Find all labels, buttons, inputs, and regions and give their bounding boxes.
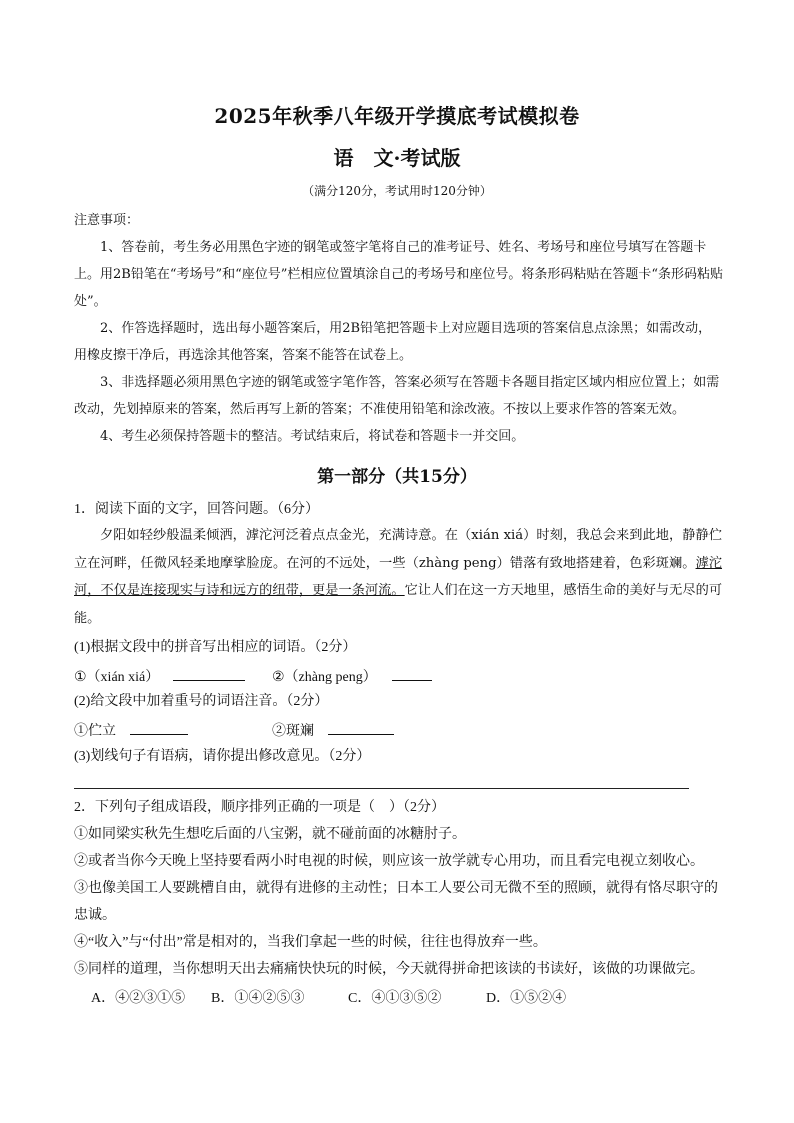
answer-blank[interactable] bbox=[173, 664, 245, 681]
sentence-3-cont: 忠诚。 bbox=[74, 908, 116, 923]
subquestion-2: (2)给文段中加着重号的词语注音。（2分） bbox=[74, 694, 329, 709]
notice-item-3: 3、非选择题必须用黑色字迹的钢笔或签字笔作答，答案必须写在答题卡各题目指定区域内相应位置上；如需改动，先划掉原来的答案，然后再写上新的答案；不准使用铅笔和涂改液。不按以上要求作答的答案无效。 bbox=[74, 375, 720, 417]
question-2-stem: 2．下列句子组成语段，顺序排列正确的一项是（ ）（2分） bbox=[74, 800, 445, 815]
subquestion-1-item-b bbox=[272, 664, 432, 686]
subquestion-1-item-a bbox=[74, 664, 245, 686]
item-b-label: ②（zhàng peng） bbox=[272, 670, 377, 685]
notice-section bbox=[74, 207, 724, 450]
answer-blank[interactable] bbox=[130, 718, 188, 735]
passage-text-end: 它让人们在这一方天地里，感悟生命的美好与无尽的可能。 bbox=[74, 583, 723, 626]
question-1-stem: 1．阅读下面的文字，回答问题。（6分） bbox=[74, 502, 319, 517]
item-a-label: ①（xián xiá） bbox=[74, 670, 160, 685]
sentence-3: ③也像美国工人要跳槽自由，就得有进修的主动性；日本工人要公司无微不至的照顾，就得有恪尽职守的 bbox=[74, 881, 718, 896]
sentence-4: ④“收入”与“付出”常是相对的，当我们拿起一些的时候，往往也得放弃一些。 bbox=[74, 935, 547, 950]
exam-title: 2025年秋季八年级开学摸底考试模拟卷 bbox=[214, 104, 580, 128]
answer-blank[interactable] bbox=[392, 664, 432, 681]
subquestion-2-item-b bbox=[272, 718, 394, 740]
item-b-label: ②斑斓 bbox=[272, 724, 314, 739]
subquestion-2-item-a bbox=[74, 718, 188, 740]
notice-item-4: 4、考生必须保持答题卡的整洁。考试结束后，将试卷和答题卡一并交回。 bbox=[100, 429, 525, 444]
option-c[interactable]: C．④①③⑤② bbox=[348, 991, 442, 1006]
item-a-label: ①伫立 bbox=[74, 724, 116, 739]
underlined-sentence: 滹沱河，不仅是连接现实与诗和远方的纽带，更是一条河流。 bbox=[74, 555, 723, 598]
answer-line[interactable] bbox=[74, 788, 689, 789]
option-b[interactable]: B．①④②⑤③ bbox=[211, 991, 305, 1006]
passage-text: 夕阳如轻纱般温柔倾洒，滹沱河泛着点点金光，充满诗意。在（xián xiá）时刻，我总会来到此地，静静伫立在河畔，任微风轻柔地摩挲脸庞。在河的不远处，一些（zhàng peng）错落有致地搭建着，色彩斑斓。 bbox=[74, 528, 722, 571]
notice-item-1: 1、答卷前，考生务必用黑色字迹的钢笔或签字笔将自己的准考证号、姓名、考场号和座位号填写在答题卡上。用2B铅笔在“考场号”和“座位号”栏相应位置填涂自己的考场号和座位号。将条形码粘贴在答题卡“条形码粘贴处”。 bbox=[74, 240, 724, 309]
part-heading: 第一部分（共15分） bbox=[317, 467, 477, 487]
notice-heading: 注意事项： bbox=[74, 213, 140, 228]
sentence-2: ②或者当你今天晚上坚持要看两小时电视的时候，则应该一放学就专心用功，而且看完电视立刻收心。 bbox=[74, 854, 704, 869]
option-a[interactable]: A．④②③①⑤ bbox=[91, 991, 186, 1006]
option-d[interactable]: D．①⑤②④ bbox=[486, 991, 567, 1006]
subquestion-3: (3)划线句子有语病，请你提出修改意见。（2分） bbox=[74, 749, 371, 764]
subquestion-1: (1)根据文段中的拼音写出相应的词语。（2分） bbox=[74, 640, 357, 655]
answer-blank[interactable] bbox=[328, 718, 394, 735]
score-note: （满分120分，考试用时120分钟） bbox=[302, 184, 492, 198]
sentence-1: ①如同梁实秋先生想吃后面的八宝粥，就不碰前面的冰糖肘子。 bbox=[74, 827, 466, 842]
exam-subtitle: 语 文·考试版 bbox=[333, 146, 461, 170]
sentence-5: ⑤同样的道理，当你想明天出去痛痛快快玩的时候，今天就得拼命把该读的书读好，该做的功课做完。 bbox=[74, 962, 704, 977]
notice-item-2: 2、作答选择题时，选出每小题答案后，用2B铅笔把答题卡上对应题目选项的答案信息点涂黑；如需改动，用橡皮擦干净后，再选涂其他答案，答案不能答在试卷上。 bbox=[74, 321, 712, 363]
question-1-passage bbox=[74, 522, 722, 632]
